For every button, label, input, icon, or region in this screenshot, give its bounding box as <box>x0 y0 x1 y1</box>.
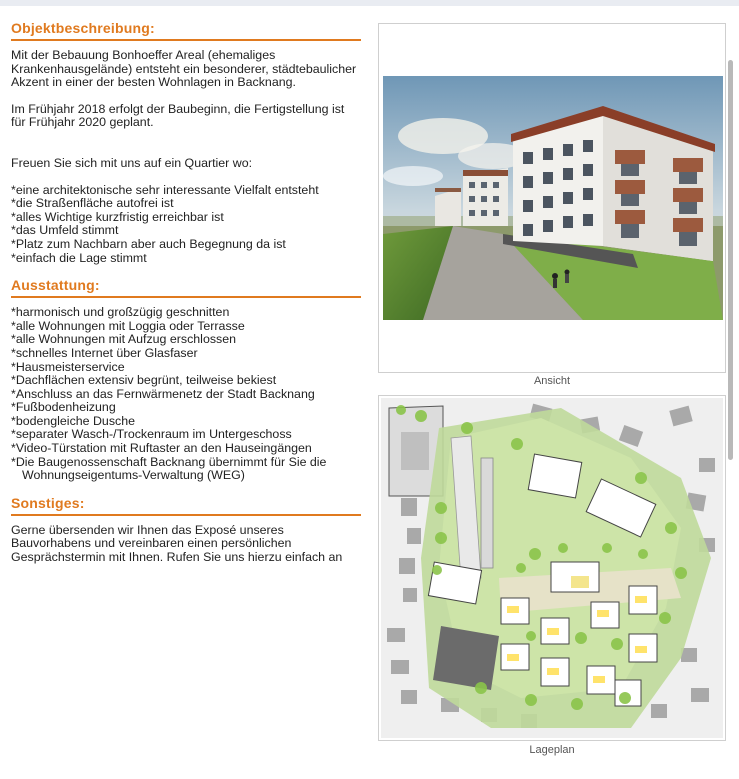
objekt-paragraph-3: Freuen Sie sich mit uns auf ein Quartier wo: <box>11 155 253 170</box>
list-item: *schnelles Internet über Glasfaser <box>11 345 198 360</box>
objekt-list <box>11 184 361 266</box>
list-item: *alle Wohnungen mit Aufzug erschlossen <box>11 332 237 347</box>
sonstiges-heading: Sonstiges: <box>11 495 361 516</box>
list-item: *Die Baugenossenschaft Backnang übernimmt für Sie die Wohnungseigentums-Verwaltung (WEG) <box>11 454 327 483</box>
list-item: *separater Wasch-/Trockenraum im Untergeschoss <box>11 427 292 442</box>
top-bar <box>0 0 739 6</box>
description-column <box>11 20 361 565</box>
objekt-paragraph-2: Im Frühjahr 2018 erfolgt der Baubeginn, die Fertigstellung ist für Frühjahr 2020 geplant. <box>11 101 345 130</box>
lageplan-caption: Lageplan <box>529 744 575 756</box>
list-item: *alle Wohnungen mit Loggia oder Terrasse <box>11 318 245 333</box>
list-item: *Hausmeisterservice <box>11 359 125 374</box>
objekt-heading: Objektbeschreibung: <box>11 20 361 41</box>
list-item: *Dachflächen extensiv begrünt, teilweise bekiest <box>11 373 277 388</box>
ausstattung-heading: Ausstattung: <box>11 277 361 298</box>
ausstattung-list <box>11 306 361 483</box>
list-item: *Fußbodenheizung <box>11 400 116 415</box>
list-item: *harmonisch und großzügig geschnitten <box>11 305 230 320</box>
list-item: *Platz zum Nachbarn aber auch Begegnung da ist <box>11 236 286 251</box>
sonstiges-paragraph: Gerne übersenden wir Ihnen das Exposé unseres Bauvorhabens und vereinbaren einen persönlichen Gesprächstermin mit Ihnen. Rufen Sie uns hierzu einfach an <box>11 522 343 565</box>
ansicht-frame <box>378 23 726 373</box>
building-rendering-image <box>383 76 723 320</box>
list-item: *Anschluss an das Fernwärmenetz der Stadt Backnang <box>11 386 315 401</box>
scrollbar[interactable] <box>728 60 733 460</box>
list-item: *bodengleiche Dusche <box>11 413 135 428</box>
list-item: *die Straßenfläche autofrei ist <box>11 196 174 211</box>
site-plan-image <box>381 398 723 738</box>
list-item: *Video-Türstation mit Ruftaster an den Hauseingängen <box>11 441 312 456</box>
ansicht-caption: Ansicht <box>533 375 571 387</box>
list-item: *das Umfeld stimmt <box>11 223 119 238</box>
list-item: *eine architektonische sehr interessante Vielfalt entsteht <box>11 182 319 197</box>
lageplan-frame <box>378 395 726 741</box>
list-item: *alles Wichtige kurzfristig erreichbar ist <box>11 209 224 224</box>
objekt-paragraph-1: Mit der Bebauung Bonhoeffer Areal (ehemaliges Krankenhausgelände) entsteht ein besonderer, städtebaulicher Akzent in einer der besten Wohnlagen in Backnang. <box>11 48 357 90</box>
list-item: *einfach die Lage stimmt <box>11 250 147 265</box>
